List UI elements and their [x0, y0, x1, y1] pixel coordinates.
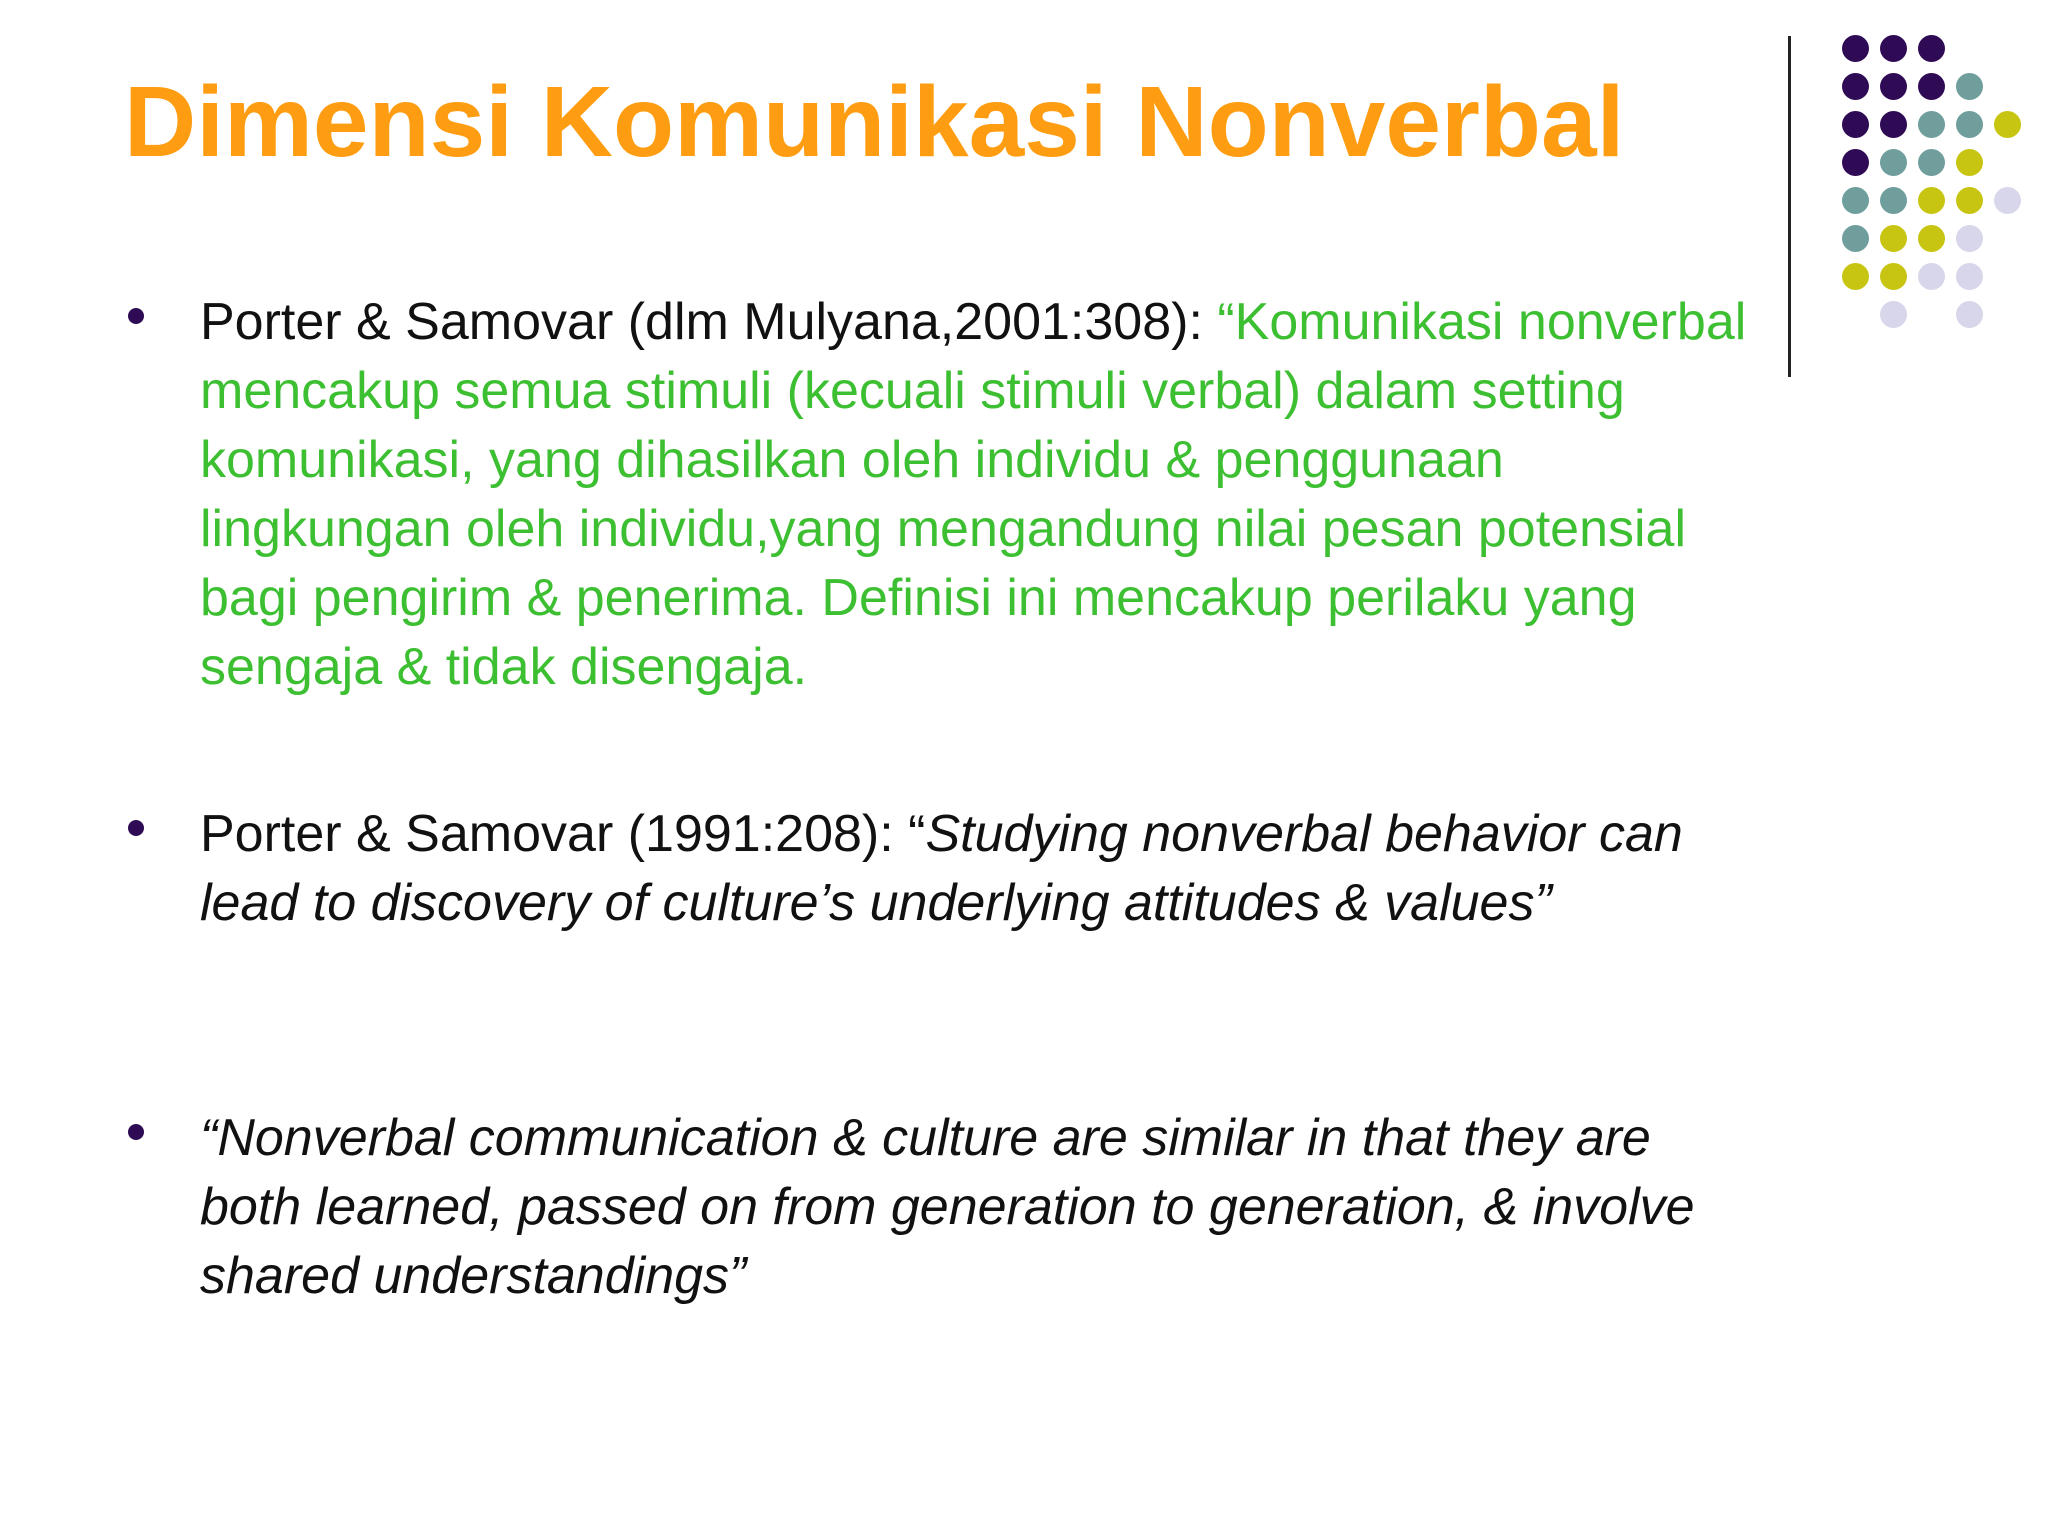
slide-title: Dimensi Komunikasi Nonverbal	[124, 66, 1625, 178]
bullet-1-lead: Porter & Samovar (dlm Mulyana,2001:308):	[200, 293, 1218, 351]
decorative-dot	[1842, 73, 1869, 100]
decorative-dot	[1956, 149, 1983, 176]
decorative-dot	[1956, 263, 1983, 290]
decorative-dot	[1880, 149, 1907, 176]
decorative-dot	[1918, 73, 1945, 100]
decorative-dot	[1956, 187, 1983, 214]
bullet-1-quote: “Komunikasi nonverbal mencakup semua stimuli (kecuali stimuli verbal) dalam setting komunikasi, yang dihasilkan oleh individu & penggunaan lingkungan oleh individu,yang mengandung nilai pesan potensial bagi pengirim & penerima. Definisi ini mencakup perilaku yang sengaja & tidak disengaja.	[200, 293, 1747, 696]
decorative-dot	[1918, 187, 1945, 214]
decorative-dot	[1880, 187, 1907, 214]
bullet-2-lead: Porter & Samovar (1991:208): “	[200, 805, 926, 863]
decorative-dot	[1842, 187, 1869, 214]
decorative-dot	[1842, 149, 1869, 176]
decorative-dot	[1918, 149, 1945, 176]
bullet-3-quote: “Nonverbal communication & culture are similar in that they are both learned, passed on from generation to generation, & involve shared understandings”	[200, 1109, 1695, 1305]
decorative-dot	[1994, 111, 2021, 138]
decorative-dot	[1880, 35, 1907, 62]
decorative-dot	[1956, 73, 1983, 100]
decorative-dot	[1880, 225, 1907, 252]
bullet-marker-icon	[128, 1124, 144, 1140]
decorative-dot	[1956, 225, 1983, 252]
decorative-dot	[1918, 111, 1945, 138]
decorative-dot	[1918, 225, 1945, 252]
decorative-dot	[1842, 111, 1869, 138]
decorative-dot	[1994, 187, 2021, 214]
decorative-dot	[1918, 263, 1945, 290]
decorative-dot	[1918, 35, 1945, 62]
decorative-dot	[1842, 263, 1869, 290]
bullet-text-1	[200, 288, 1760, 702]
decorative-dot	[1842, 225, 1869, 252]
decorative-dot	[1956, 111, 1983, 138]
bullet-marker-icon	[128, 820, 144, 836]
decorative-dot	[1842, 35, 1869, 62]
bullet-text-3	[200, 1104, 1760, 1311]
decorative-dot	[1880, 111, 1907, 138]
bullet-marker-icon	[128, 308, 144, 324]
decorative-dot	[1956, 301, 1983, 328]
vertical-divider	[1788, 36, 1791, 377]
bullet-text-2	[200, 800, 1760, 938]
bullet-2-quote: Studying nonverbal behavior can lead to discovery of culture’s underlying attitudes & values”	[200, 805, 1683, 932]
decorative-dot	[1880, 73, 1907, 100]
decorative-dot	[1880, 263, 1907, 290]
decorative-dot	[1880, 301, 1907, 328]
